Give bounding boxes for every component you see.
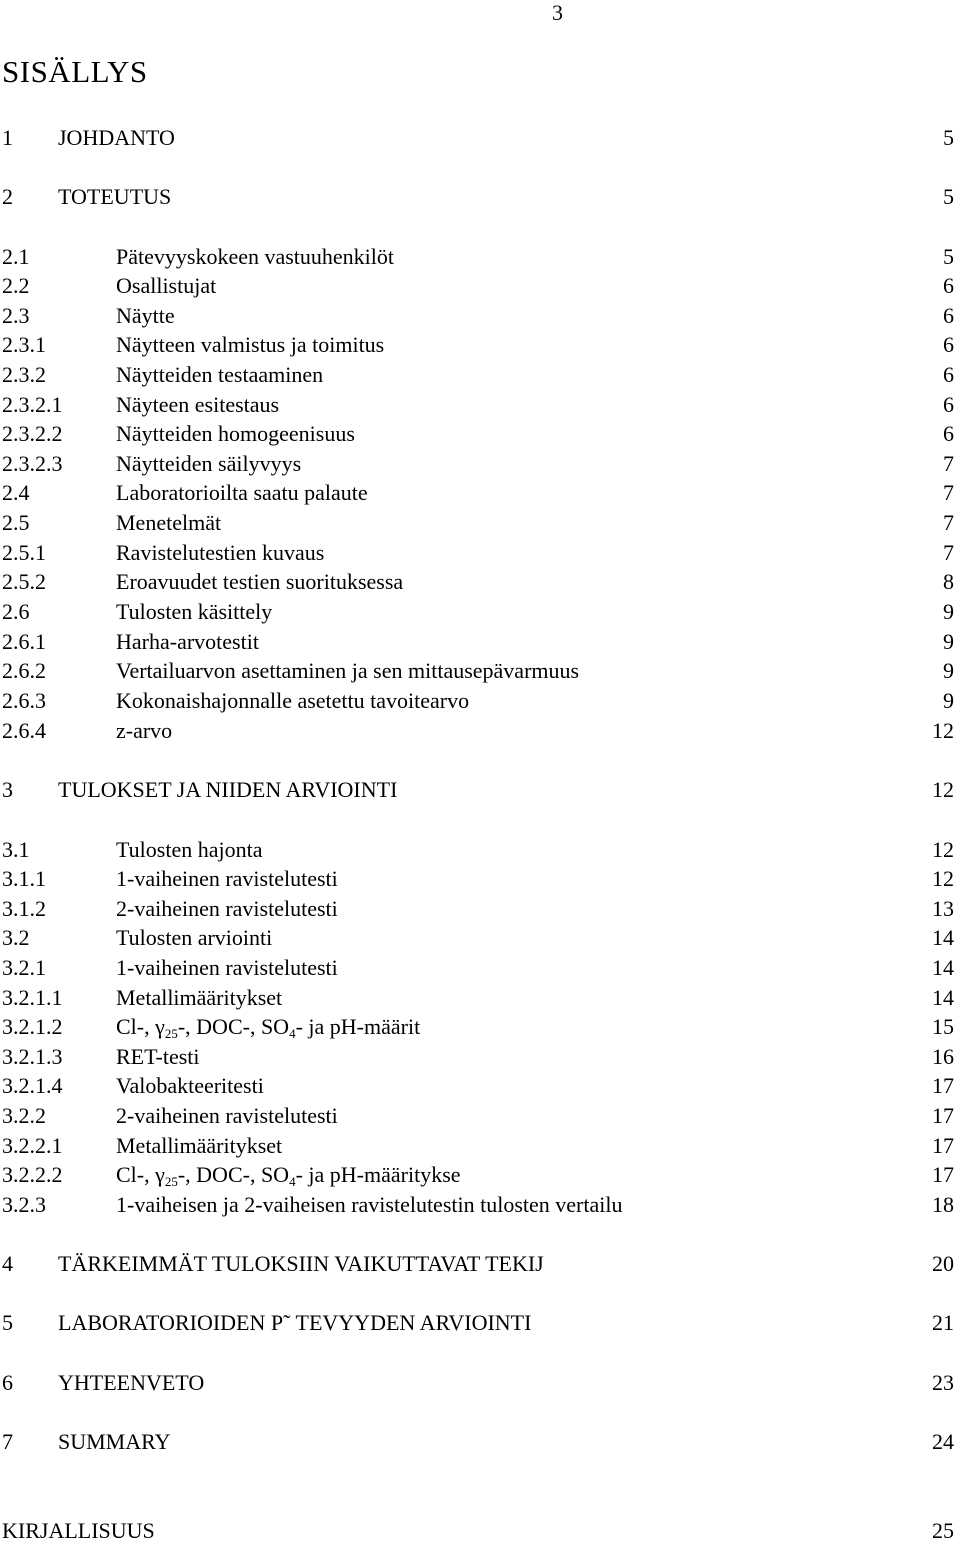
toc-entry-number: 3.2.1.4 [2, 1073, 63, 1098]
toc-entry-label: Tulosten arviointi [116, 925, 273, 950]
toc-entry-label: Osallistujat [116, 273, 217, 298]
toc-entry-page: 14 [932, 985, 954, 1010]
toc-entry-page: 7 [943, 540, 954, 565]
toc-entry-2-4 [0, 478, 960, 508]
toc-entry-page: 20 [932, 1251, 954, 1276]
toc-entry-page: 6 [943, 273, 954, 298]
toc-entry-2-3-2-2 [0, 419, 960, 449]
toc-entry-page: 17 [932, 1162, 954, 1187]
toc-entry-label: Valobakteeritesti [116, 1073, 264, 1098]
toc-entry-number: 2.5.2 [2, 569, 46, 594]
toc-entry-label: Näytte [116, 303, 175, 328]
toc-entry-label: Harha-arvotestit [116, 629, 259, 654]
toc-entry-number: 2.2 [2, 273, 30, 298]
toc-entry-number: 3.2.1 [2, 955, 46, 980]
toc-entry-2-2 [0, 271, 960, 301]
toc-entry-label: Eroavuudet testien suorituksessa [116, 569, 404, 594]
toc-entry-3-2 [0, 923, 960, 953]
toc-entry-label: 2-vaiheinen ravistelutesti [116, 1103, 338, 1128]
toc-entry-label: TOTEUTUS [58, 184, 172, 209]
toc-entry-page: 5 [943, 184, 954, 209]
toc-entry-page: 9 [943, 599, 954, 624]
toc-entry-number: 2.6.4 [2, 718, 46, 743]
toc-entry-label: Näytteiden säilyvyys [116, 451, 302, 476]
toc-entry-label: Metallimääritykset [116, 985, 283, 1010]
toc-entry-page: 14 [932, 925, 954, 950]
toc-entry-2-3-2 [0, 360, 960, 390]
toc-entry-number: 4 [2, 1251, 13, 1276]
toc-entry-label: 1-vaiheinen ravistelutesti [116, 866, 338, 891]
toc-entry-label: Kokonaishajonnalle asetettu tavoitearvo [116, 688, 470, 713]
toc-entry-2-3 [0, 301, 960, 331]
toc-entry-label: TULOKSET JA NIIDEN ARVIOINTI [58, 777, 398, 802]
page-number: 3 [552, 0, 563, 25]
toc-entry-label: KIRJALLISUUS [2, 1518, 155, 1543]
toc-entry-number: 3.2.1.1 [2, 985, 63, 1010]
toc-entry-label: Cl-, $\gamma_{25}-$, DOC-, $SO_4-$ ja pH-määritykse [116, 1162, 461, 1189]
toc-entry-label: 1-vaiheisen ja 2-vaiheisen ravistelutestin tulosten vertailu [116, 1192, 623, 1217]
toc-entry-page: 12 [932, 866, 954, 891]
toc-entry-label: Vertailuarvon asettaminen ja sen mittausepävarmuus [116, 658, 580, 683]
toc-entry-3-1-2 [0, 894, 960, 924]
toc-entry-label: Näytteiden testaaminen [116, 362, 324, 387]
toc-entry-3-2-1-3 [0, 1042, 960, 1072]
toc-entry-number: 3.1.2 [2, 896, 46, 921]
toc-entry-2 [0, 182, 960, 212]
toc-entry-2-6-3 [0, 686, 960, 716]
toc-entry-page: 16 [932, 1044, 954, 1069]
toc-entry-3-2-1-2 [0, 1012, 960, 1042]
toc-entry-references [0, 1516, 960, 1546]
toc-entry-page: 21 [932, 1310, 954, 1335]
toc-entry-number: 3.2.1.3 [2, 1044, 63, 1069]
toc-entry-page: 9 [943, 658, 954, 683]
toc-entry-2-5-2 [0, 567, 960, 597]
toc-entry-page: 18 [932, 1192, 954, 1217]
toc-entry-number: 2.3 [2, 303, 30, 328]
toc-entry-number: 2.3.2.2 [2, 421, 63, 446]
toc-entry-3-1-1 [0, 864, 960, 894]
toc-entry-number: 2.3.2.3 [2, 451, 63, 476]
toc-entry-number: 2.5 [2, 510, 30, 535]
toc-entry-page: 25 [932, 1518, 954, 1543]
toc-entry-3 [0, 775, 960, 805]
toc-entry-label: Cl-, $\gamma_{25}-$, DOC-, $SO_4-$ ja pH-määrit [116, 1014, 421, 1041]
toc-entry-label: YHTEENVETO [58, 1370, 205, 1395]
toc-entry-label: Tulosten hajonta [116, 837, 263, 862]
toc-entry-number: 3.2.1.2 [2, 1014, 63, 1039]
toc-entry-page: 6 [943, 362, 954, 387]
toc-entry-label: z-arvo [116, 718, 173, 743]
toc-entry-page: 15 [932, 1014, 954, 1039]
toc-entry-number: 2.1 [2, 244, 30, 269]
toc-entry-3-1 [0, 835, 960, 865]
toc-entry-page: 12 [932, 837, 954, 862]
toc-entry-label: Näytteiden homogeenisuus [116, 421, 355, 446]
toc-entry-label: RET-testi [116, 1044, 200, 1069]
toc-entry-number: 2.3.1 [2, 332, 46, 357]
toc-entry-number: 3.2 [2, 925, 30, 950]
toc-entry-number: 2.6.1 [2, 629, 46, 654]
toc-entry-number: 3.2.2.2 [2, 1162, 63, 1187]
toc-entry-3-2-1-1 [0, 983, 960, 1013]
toc-entry-number: 3.2.3 [2, 1192, 46, 1217]
toc-entry-6 [0, 1368, 960, 1398]
toc-entry-page: 17 [932, 1073, 954, 1098]
toc-entry-page: 12 [932, 718, 954, 743]
toc-entry-page: 5 [943, 125, 954, 150]
toc-entry-number: 2.4 [2, 480, 30, 505]
toc-entry-3-2-1 [0, 953, 960, 983]
toc-entry-2-1 [0, 242, 960, 272]
toc-entry-label: LABORATORIOIDEN P˜ TEVYYDEN ARVIOINTI [58, 1310, 532, 1335]
toc-entry-page: 6 [943, 392, 954, 417]
toc-entry-page: 7 [943, 510, 954, 535]
toc-entry-page: 12 [932, 777, 954, 802]
toc-entry-number: 2.3.2 [2, 362, 46, 387]
toc-entry-number: 3.1.1 [2, 866, 46, 891]
toc-entry-number: 2.6.2 [2, 658, 46, 683]
toc-entry-7 [0, 1427, 960, 1457]
toc-entry-page: 6 [943, 421, 954, 446]
toc-entry-number: 7 [2, 1429, 13, 1454]
toc-entry-number: 2 [2, 184, 13, 209]
toc-entry-page: 6 [943, 332, 954, 357]
toc-entry-label: Pätevyyskokeen vastuuhenkilöt [116, 244, 395, 269]
toc-entry-label: Laboratorioilta saatu palaute [116, 480, 368, 505]
page-title: SISÄLLYS [2, 54, 148, 89]
toc-entry-label: Tulosten käsittely [116, 599, 273, 624]
toc-entry-label: 2-vaiheinen ravistelutesti [116, 896, 338, 921]
toc-entry-number: 2.6 [2, 599, 30, 624]
toc-entry-number: 2.3.2.1 [2, 392, 63, 417]
toc-entry-number: 3.2.2 [2, 1103, 46, 1128]
toc-entry-2-6-1 [0, 627, 960, 657]
toc-entry-2-3-2-3 [0, 449, 960, 479]
toc-entry-page: 13 [932, 896, 954, 921]
toc-entry-3-2-2 [0, 1101, 960, 1131]
toc-entry-2-6-4 [0, 716, 960, 746]
toc-entry-label: Metallimääritykset [116, 1133, 283, 1158]
toc-entry-label: Näytteen valmistus ja toimitus [116, 332, 385, 357]
toc-entry-page: 17 [932, 1133, 954, 1158]
toc-entry-number: 2.5.1 [2, 540, 46, 565]
toc-entry-number: 3.2.2.1 [2, 1133, 63, 1158]
toc-entry-page: 7 [943, 451, 954, 476]
toc-entry-page: 7 [943, 480, 954, 505]
toc-entry-number: 3 [2, 777, 13, 802]
toc-entry-1 [0, 123, 960, 153]
toc-entry-page: 8 [943, 569, 954, 594]
toc-entry-2-6 [0, 597, 960, 627]
toc-entry-4 [0, 1249, 960, 1279]
toc-entry-2-6-2 [0, 656, 960, 686]
toc-entry-number: 5 [2, 1310, 13, 1335]
toc-entry-page: 9 [943, 629, 954, 654]
toc-entry-5 [0, 1308, 960, 1338]
toc-entry-label: 1-vaiheinen ravistelutesti [116, 955, 338, 980]
toc-entry-label: TÄRKEIMMÄT TULOKSIIN VAIKUTTAVAT TEKIJ [58, 1251, 544, 1276]
toc-entry-2-5-1 [0, 538, 960, 568]
toc-entry-3-2-1-4 [0, 1071, 960, 1101]
toc-entry-page: 14 [932, 955, 954, 980]
toc-entry-3-2-3 [0, 1190, 960, 1220]
toc-entry-page: 5 [943, 244, 954, 269]
toc-entry-2-3-2-1 [0, 390, 960, 420]
toc-entry-page: 24 [932, 1429, 954, 1454]
toc-entry-page: 17 [932, 1103, 954, 1128]
toc-entry-page: 6 [943, 303, 954, 328]
toc-entry-2-3-1 [0, 330, 960, 360]
toc-entry-label: Näyteen esitestaus [116, 392, 280, 417]
toc-entry-label: SUMMARY [58, 1429, 171, 1454]
toc-entry-number: 6 [2, 1370, 13, 1395]
toc-entry-label: JOHDANTO [58, 125, 175, 150]
toc-entry-page: 23 [932, 1370, 954, 1395]
toc-entry-label: Menetelmät [116, 510, 222, 535]
toc-entry-number: 1 [2, 125, 13, 150]
toc-entry-3-2-2-1 [0, 1131, 960, 1161]
toc-entry-2-5 [0, 508, 960, 538]
toc-entry-label: Ravistelutestien kuvaus [116, 540, 325, 565]
toc-entry-number: 3.1 [2, 837, 30, 862]
toc-entry-page: 9 [943, 688, 954, 713]
toc-entry-number: 2.6.3 [2, 688, 46, 713]
toc-entry-3-2-2-2 [0, 1160, 960, 1190]
